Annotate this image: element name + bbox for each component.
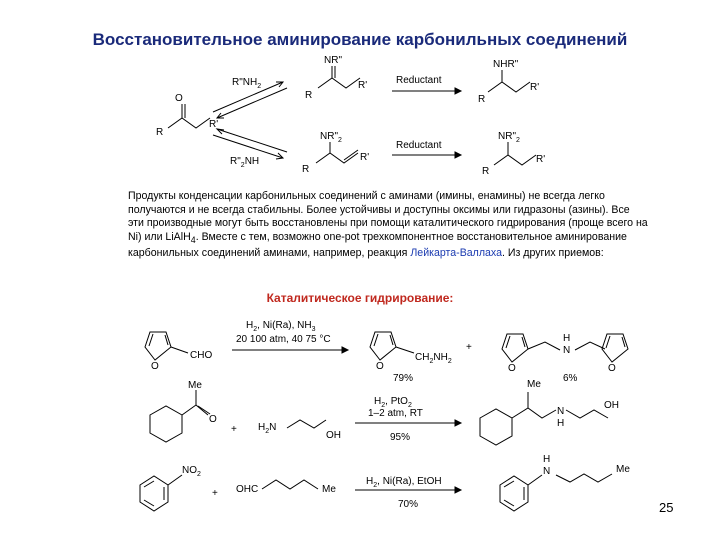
cyclohexane-ring-left xyxy=(150,406,182,442)
imine-r1-label: R' xyxy=(358,80,368,91)
paragraph-subscript: 4 xyxy=(190,234,196,245)
product2-oh-label: OH xyxy=(604,400,619,411)
reductant-top-label: Reductant xyxy=(396,75,442,86)
page-number: 25 xyxy=(659,500,674,515)
furan-ring-product-2b xyxy=(602,334,628,362)
product2-h-label: H xyxy=(557,418,565,429)
ethanolamine-nh2-label: $H_2N$ xyxy=(258,422,277,435)
reaction2-plus: + xyxy=(231,424,237,435)
butanal-me-label: Me xyxy=(322,484,336,495)
amine-product-r-label: R xyxy=(478,94,486,105)
tertiary-nr2-label: $NR"_2$ xyxy=(498,131,520,144)
enamine-r-label: R xyxy=(302,164,310,175)
paragraph-text-2: . Вместе с тем, возможно one-pot трехкомпонентное восстановительное аминирование карбонильных соединений аминами, например, реакция xyxy=(128,230,627,260)
product2-me-label: Me xyxy=(527,379,541,390)
ketone-o-label-2: O xyxy=(209,414,217,425)
imine-skeleton xyxy=(318,78,360,88)
product3-h-label: H xyxy=(543,454,551,465)
amine-product-nhr-label: NHR" xyxy=(493,59,519,70)
imine-r-label: R xyxy=(305,90,313,101)
butanal-ohc-label: OHC xyxy=(236,484,259,495)
paragraph-text-3: . Из других приемов: xyxy=(501,247,604,260)
furan-ring-product-2a xyxy=(502,334,528,362)
product3-n-label: N xyxy=(543,466,551,477)
furan-ring-product xyxy=(370,332,396,360)
tertiary-r-label: R xyxy=(482,166,490,177)
ethanolamine-chain xyxy=(287,420,326,428)
furfural-cho-label: CHO xyxy=(190,350,213,361)
tertiary-amine-skeleton xyxy=(494,155,536,165)
paragraph-text-1: Продукты конденсации карбонильных соединений с аминами (имины, енамины) не всегда легко получаются и не всегда стабильны. Более устойчивы и доступны оксимы или гидразоны (азины). Все эти производные могут быть восстановлены при помощи каталитического гидрирования (проще всего на Ni) или LiAlH xyxy=(128,190,648,243)
tertiary-r1-label: R' xyxy=(536,154,546,165)
ethanolamine-oh-label: OH xyxy=(326,430,341,441)
reaction3-yield: 70% xyxy=(398,499,419,510)
reaction1-plus: + xyxy=(466,342,472,353)
product2-n-label: N xyxy=(557,406,565,417)
secondary-amine-reagent: $R"_2NH$ xyxy=(230,156,260,169)
amine-product-skeleton xyxy=(488,82,530,92)
reaction1-yield-2: 6% xyxy=(563,373,578,384)
difurfurylamine-o2-label: O xyxy=(608,363,616,374)
cyclohexane-ring-product xyxy=(480,409,512,445)
reductant-bottom-label: Reductant xyxy=(396,140,442,151)
imine-nr-label: NR" xyxy=(324,55,342,66)
reaction2-conditions-line2: 1–2 atm, RT xyxy=(368,408,423,419)
reaction2-yield: 95% xyxy=(390,432,411,443)
ketone-r1-label: R' xyxy=(209,119,219,130)
furfurylamine-group-label: $CH_2NH_2$ xyxy=(415,352,452,365)
enamine-nr2-label: $NR"_2$ xyxy=(320,131,342,144)
product3-me-label: Me xyxy=(616,464,630,475)
slide-title: Восстановительное аминирование карбонильных соединений xyxy=(92,30,628,49)
reaction3-plus: + xyxy=(212,488,218,499)
reaction1-conditions-line2: 20 100 atm, 40 75 °C xyxy=(236,334,331,345)
equilibrium-arrow-bottom xyxy=(213,135,283,158)
furfural-o-label: O xyxy=(151,361,159,372)
furfurylamine-o-label: O xyxy=(376,361,384,372)
butanal-chain xyxy=(262,480,318,489)
difurfurylamine-o1-label: O xyxy=(508,363,516,374)
difurfurylamine-h-label: H xyxy=(563,333,571,344)
reaction1-yield-1: 79% xyxy=(393,373,414,384)
reaction1-conditions-line1: $H_2$, Ni(Ra), $NH_3$ xyxy=(246,320,316,333)
ketone-skeleton xyxy=(168,118,210,128)
description-paragraph xyxy=(128,190,648,261)
ketone-r-label: R xyxy=(156,127,164,138)
reaction3-conditions: $H_2$, Ni(Ra), EtOH xyxy=(366,476,442,489)
ketone-o-label: O xyxy=(175,93,183,104)
enamine-r1-label: R' xyxy=(360,152,370,163)
difurfurylamine-n-label: N xyxy=(563,345,571,356)
furan-ring-left xyxy=(145,332,171,360)
primary-amine-reagent: $R"NH_2$ xyxy=(232,77,262,90)
nitro-label: $NO_2$ xyxy=(182,465,201,478)
section-subtitle: Каталитическое гидрирование: xyxy=(266,291,454,305)
amine-product-r1-label: R' xyxy=(530,82,540,93)
reaction2-conditions-line1: $H_2$, PtO$_2$ xyxy=(374,396,412,409)
ketone-me-label: Me xyxy=(188,380,202,391)
leuckart-wallach-link[interactable]: Лейкарта-Валлаха xyxy=(410,247,502,260)
